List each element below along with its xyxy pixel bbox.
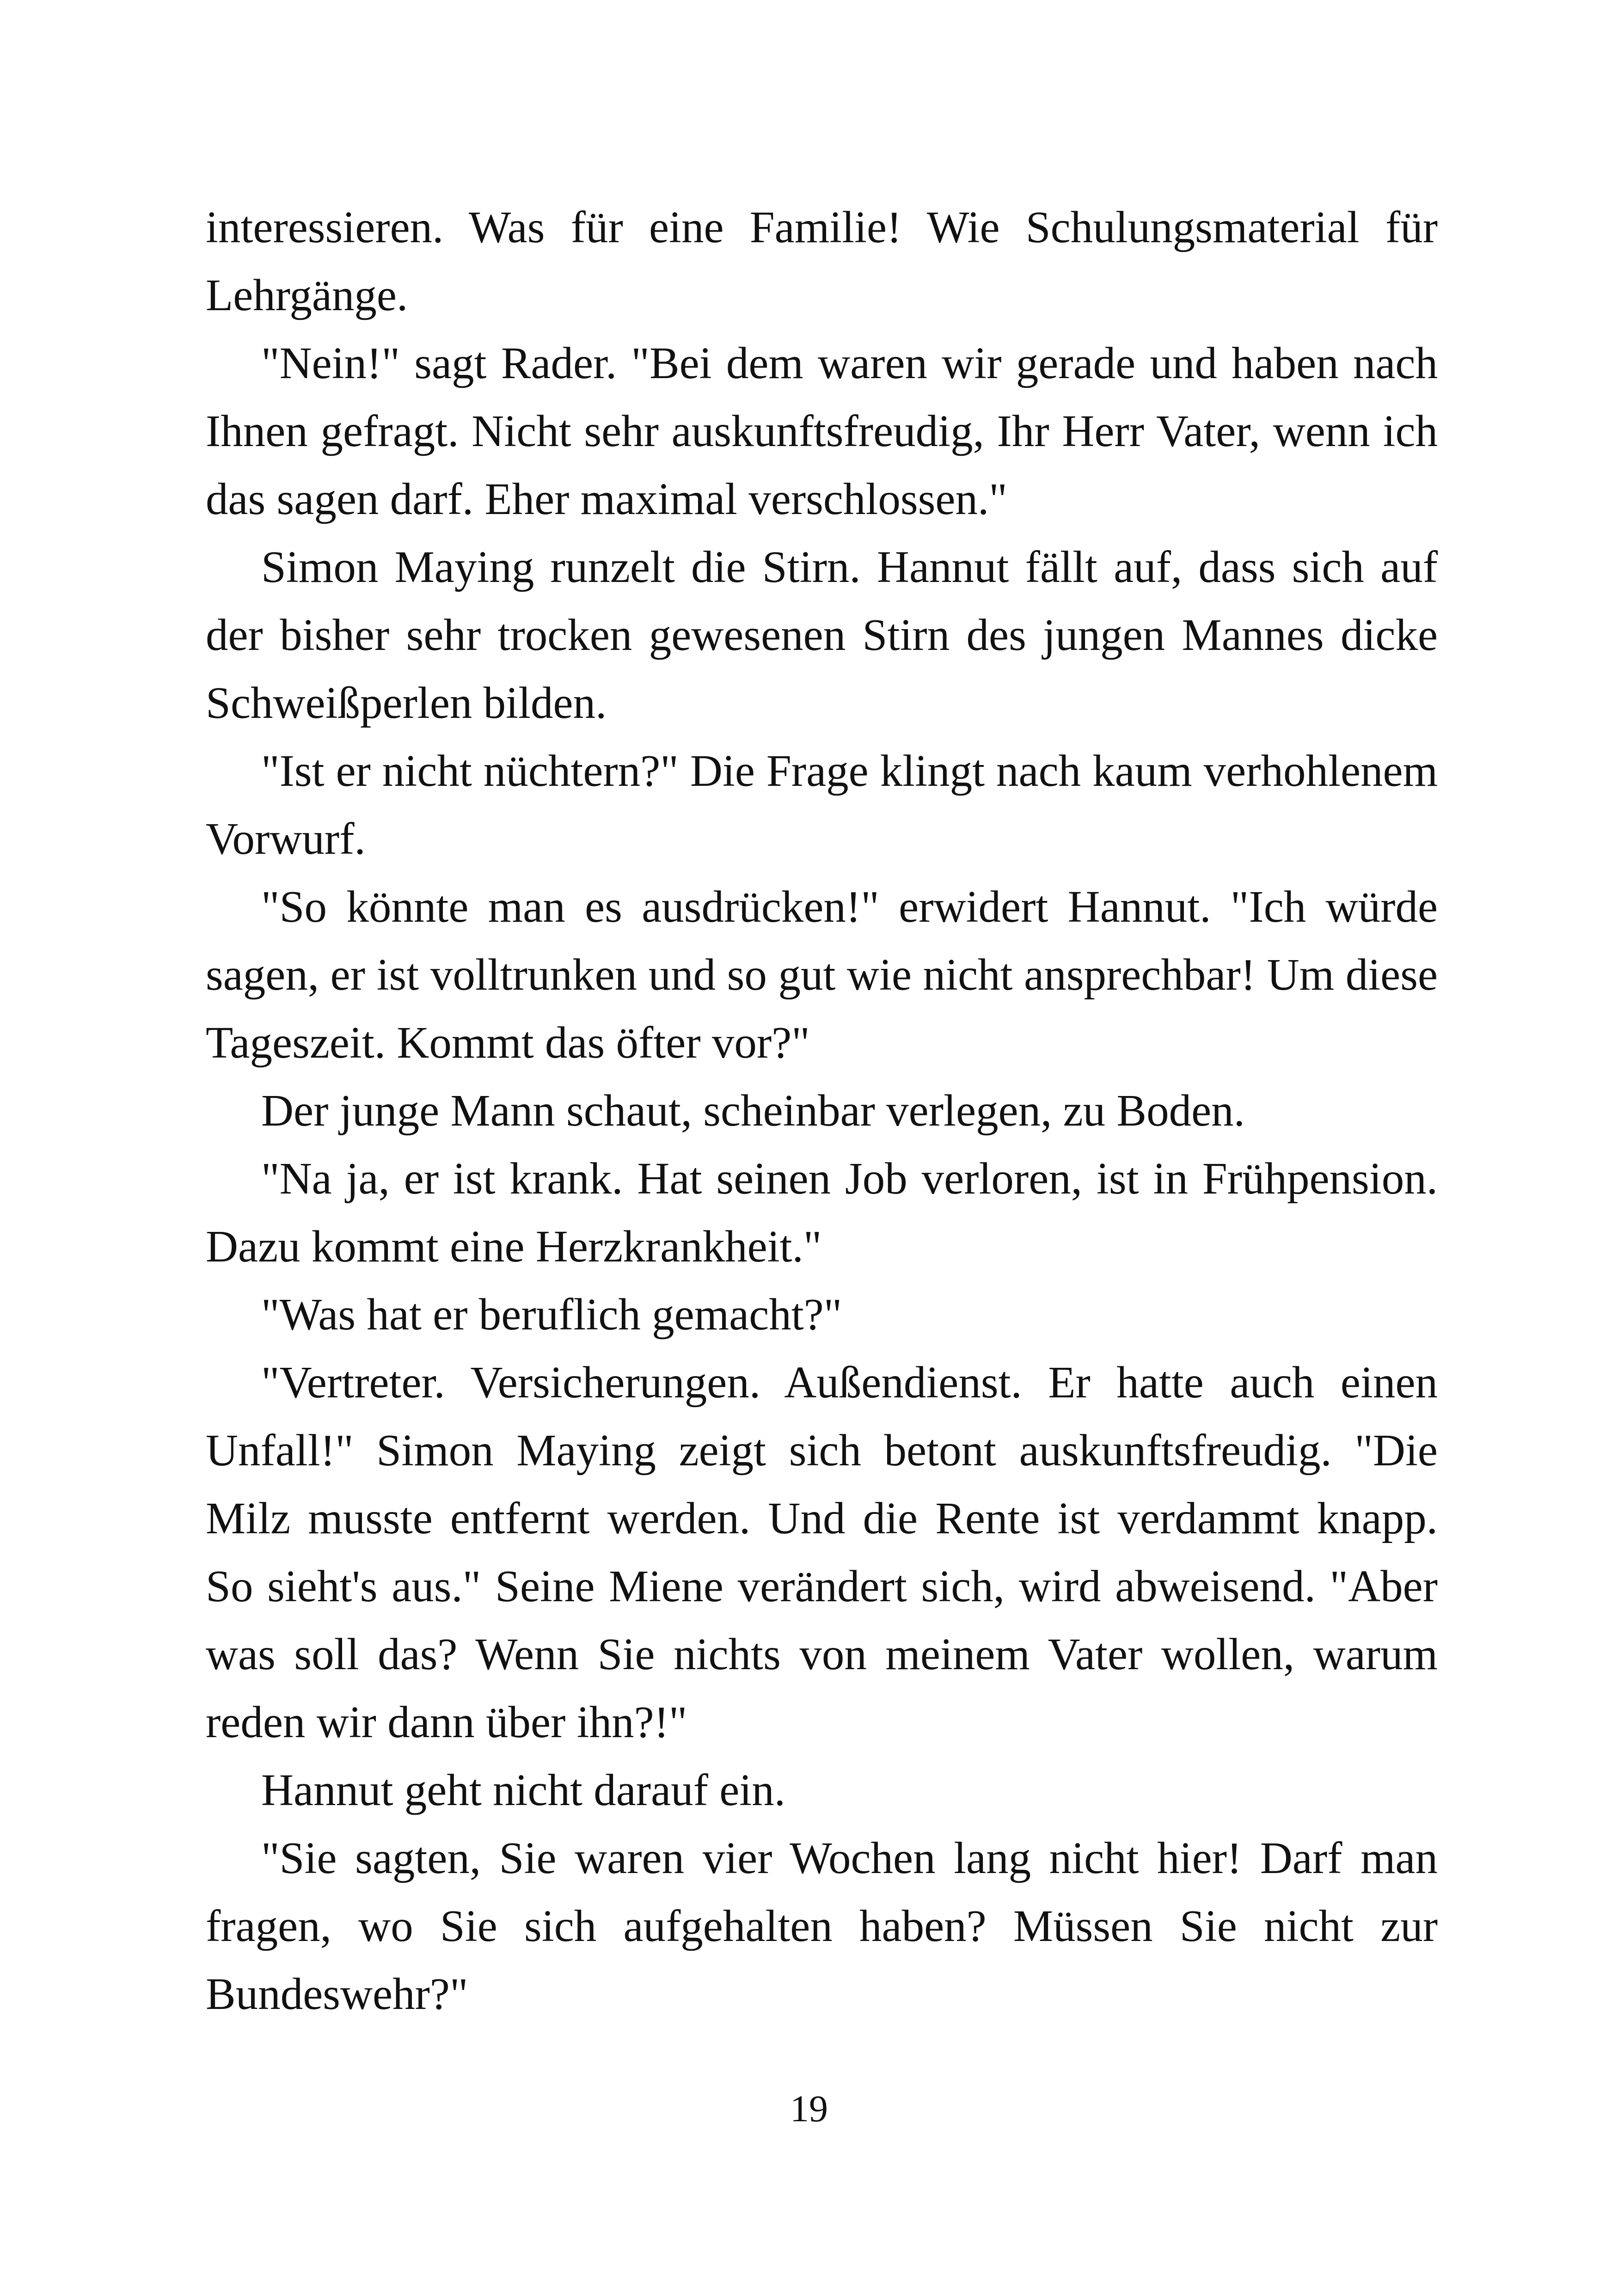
page-number: 19 [790,2088,828,2130]
paragraph: "So könnte man es ausdrücken!" erwidert Hannut. "Ich würde sagen, er ist volltrunken und so gut wie nicht ansprechbar! Um diese Tageszeit. Kommt das öfter vor?" [206,882,1438,1067]
paragraph: "Na ja, er ist krank. Hat seinen Job verloren, ist in Frühpension. Dazu kommt eine Herzkrankheit." [206,1154,1438,1271]
paragraph: "Vertreter. Versicherungen. Außendienst. Er hatte auch einen Unfall!" Simon Maying zeigt sich betont auskunftsfreudig. "Die Milz musste entfernt werden. Und die Rente ist verdammt knapp. So sieht's aus." Seine Miene verändert sich, wird abweisend. "Aber was soll das? Wenn Sie nichts von meinem Vater wollen, warum reden wir dann über ihn?!" [206,1358,1438,1747]
paragraph: "Nein!" sagt Rader. "Bei dem waren wir gerade und haben nach Ihnen gefragt. Nicht sehr auskunftsfreudig, Ihr Herr Vater, wenn ich das sagen darf. Eher maximal verschlossen." [206,338,1438,524]
paragraph: Simon Maying runzelt die Stirn. Hannut fällt auf, dass sich auf der bisher sehr trocken gewesenen Stirn des jungen Mannes dicke Schweißperlen bilden. [206,542,1438,728]
paragraph: Hannut geht nicht darauf ein. [261,1765,785,1815]
paragraph: interessieren. Was für eine Familie! Wie Schulungsmaterial für Lehrgänge. [206,202,1438,320]
paragraph: "Was hat er beruflich gemacht?" [261,1290,842,1339]
paragraph: "Ist er nicht nüchtern?" Die Frage klingt nach kaum verhohlenem Vorwurf. [206,746,1438,863]
body-text [206,193,1438,2028]
paragraph: Der junge Mann schaut, scheinbar verlegen, zu Boden. [261,1086,1245,1135]
paragraph: "Sie sagten, Sie waren vier Wochen lang nicht hier! Darf man fragen, wo Sie sich aufgehalten haben? Müssen Sie nicht zur Bundeswehr?" [206,1833,1438,2019]
